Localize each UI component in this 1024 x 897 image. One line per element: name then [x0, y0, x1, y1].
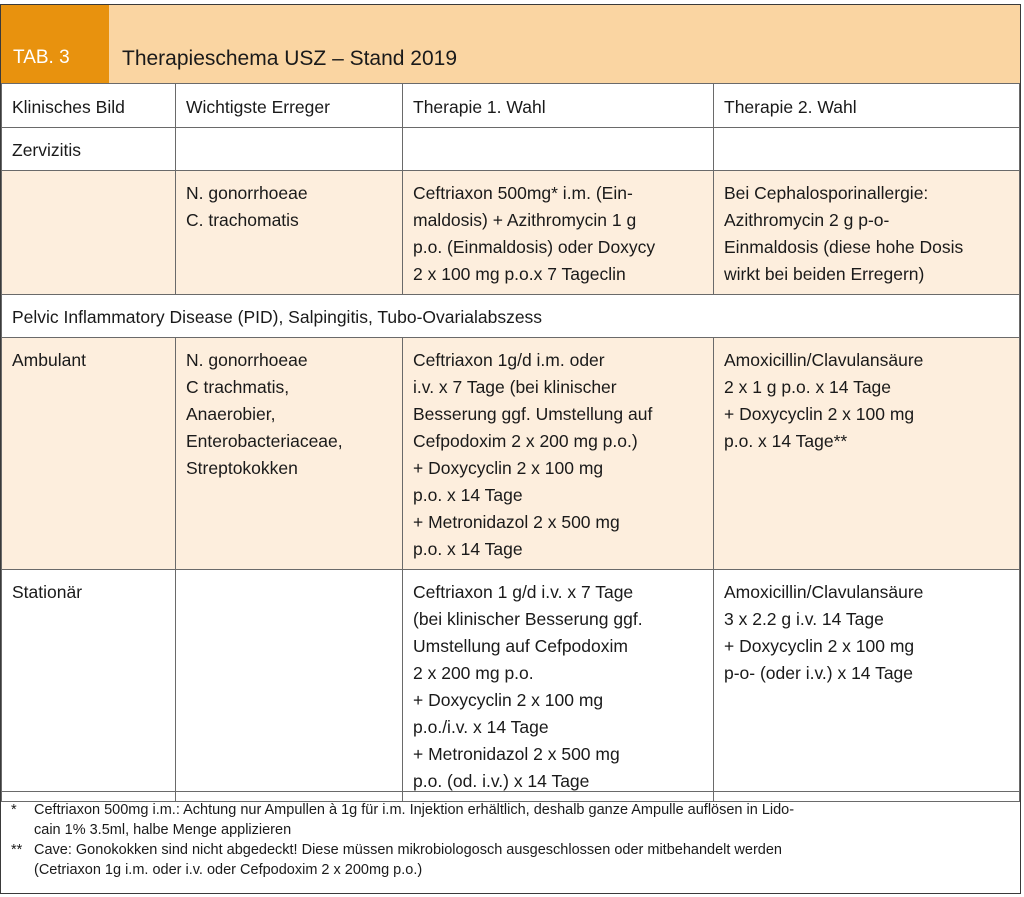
table-row: [2, 338, 1020, 570]
therapie2-cell: [714, 171, 1020, 295]
header-row: [2, 84, 1020, 128]
cell-line: Anaerobier,: [186, 404, 276, 424]
therapie1-cell: [403, 171, 714, 295]
footnotes: [1, 791, 1020, 893]
cell-line: + Metronidazol 2 x 500 mg: [413, 744, 620, 764]
table-cell: [2, 171, 176, 295]
column-header: Therapie 2. Wahl: [714, 84, 1020, 128]
section-label: Zervizitis: [2, 128, 176, 171]
cell-line: C. trachomatis: [186, 210, 299, 230]
cell-line: + Doxycyclin 2 x 100 mg: [724, 636, 915, 656]
cell-line: C trachmatis,: [186, 377, 290, 397]
erreger-cell: [176, 338, 403, 570]
footnote-line: Ceftriaxon 500mg i.m.: Achtung nur Ampullen à 1g für i.m. Injektion erhältlich, deshalb ganze Ampulle auflösen in Lido-: [34, 802, 795, 818]
table-row: [2, 570, 1020, 802]
cell-line: + Doxycyclin 2 x 100 mg: [413, 458, 604, 478]
erreger-cell: [176, 171, 403, 295]
column-header: Therapie 1. Wahl: [403, 84, 714, 128]
cell-line: (bei klinischer Besserung ggf.: [413, 609, 643, 629]
cell-line: Cefpodoxim 2 x 200 mg p.o.): [413, 431, 638, 451]
cell-line: Streptokokken: [186, 458, 298, 478]
table-cell: [403, 128, 714, 171]
footnote-line: cain 1% 3.5ml, halbe Menge applizieren: [34, 822, 292, 838]
cell-line: p.o. x 14 Tage**: [724, 431, 848, 451]
footnote-text: [34, 800, 794, 840]
tab-label: TAB. 3: [1, 5, 109, 83]
column-header: Wichtigste Erreger: [176, 84, 403, 128]
table-frame: [0, 4, 1021, 894]
cell-line: i.v. x 7 Tage (bei klinischer: [413, 377, 617, 397]
cell-line: + Doxycyclin 2 x 100 mg: [724, 404, 915, 424]
cell-line: Besserung ggf. Umstellung auf: [413, 404, 653, 424]
footnote-mark: *: [11, 802, 17, 818]
cell-line: wirkt bei beiden Erregern): [724, 264, 925, 284]
cell-line: Enterobacteriaceae,: [186, 431, 343, 451]
cell-line: Umstellung auf Cefpodoxim: [413, 636, 628, 656]
cell-line: 3 x 2.2 g i.v. 14 Tage: [724, 609, 884, 629]
therapie1-cell: [403, 338, 714, 570]
section-row-pid: [2, 295, 1020, 338]
cell-line: p.o. x 14 Tage: [413, 539, 523, 559]
erreger-cell: [176, 570, 403, 802]
cell-line: p.o. (Einmaldosis) oder Doxycy: [413, 237, 656, 257]
cell-line: Einmaldosis (diese hohe Dosis: [724, 237, 964, 257]
footnote-line: Cave: Gonokokken sind nicht abgedeckt! Diese müssen mikrobiologosch ausgeschlossen oder mitbehandelt werden: [34, 842, 782, 858]
cell-line: 2 x 200 mg p.o.: [413, 663, 534, 683]
therapie2-cell: [714, 570, 1020, 802]
cell-line: N. gonorrhoeae: [186, 350, 308, 370]
cell-line: Bei Cephalosporinallergie:: [724, 183, 929, 203]
section-label: Pelvic Inflammatory Disease (PID), Salpingitis, Tubo-Ovarialabszess: [2, 295, 1020, 338]
table-cell: [714, 128, 1020, 171]
cell-line: p.o./i.v. x 14 Tage: [413, 717, 549, 737]
cell-line: p.o. (od. i.v.) x 14 Tage: [413, 771, 590, 791]
footnote-line: (Cetriaxon 1g i.m. oder i.v. oder Cefpodoxim 2 x 200mg p.o.): [34, 862, 423, 878]
section-row-zervizitis: [2, 128, 1020, 171]
cell-line: Amoxicillin/Clavulansäure: [724, 350, 924, 370]
cell-line: Ceftriaxon 1 g/d i.v. x 7 Tage: [413, 582, 634, 602]
cell-line: + Metronidazol 2 x 500 mg: [413, 512, 620, 532]
cell-line: 2 x 1 g p.o. x 14 Tage: [724, 377, 892, 397]
therapy-table: [1, 83, 1020, 802]
table-title: Therapieschema USZ – Stand 2019: [122, 47, 458, 70]
cell-line: + Doxycyclin 2 x 100 mg: [413, 690, 604, 710]
table-row: [2, 171, 1020, 295]
cell-line: Azithromycin 2 g p-o-: [724, 210, 890, 230]
bild-cell: Stationär: [2, 570, 176, 802]
cell-line: N. gonorrhoeae: [186, 183, 308, 203]
footnote-mark: **: [11, 842, 23, 858]
table-cell: [176, 128, 403, 171]
cell-line: Ceftriaxon 1g/d i.m. oder: [413, 350, 605, 370]
title-bar: [1, 5, 1020, 84]
cell-line: maldosis) + Azithromycin 1 g: [413, 210, 637, 230]
bild-cell: Ambulant: [2, 338, 176, 570]
footnote: [11, 800, 1010, 840]
footnote: [11, 840, 1010, 880]
cell-line: Ceftriaxon 500mg* i.m. (Ein-: [413, 183, 633, 203]
column-header: Klinisches Bild: [2, 84, 176, 128]
footnote-text: [34, 840, 782, 880]
cell-line: 2 x 100 mg p.o.x 7 Tageclin: [413, 264, 626, 284]
therapie1-cell: [403, 570, 714, 802]
therapie2-cell: [714, 338, 1020, 570]
cell-line: p-o- (oder i.v.) x 14 Tage: [724, 663, 914, 683]
cell-line: p.o. x 14 Tage: [413, 485, 523, 505]
cell-line: Amoxicillin/Clavulansäure: [724, 582, 924, 602]
